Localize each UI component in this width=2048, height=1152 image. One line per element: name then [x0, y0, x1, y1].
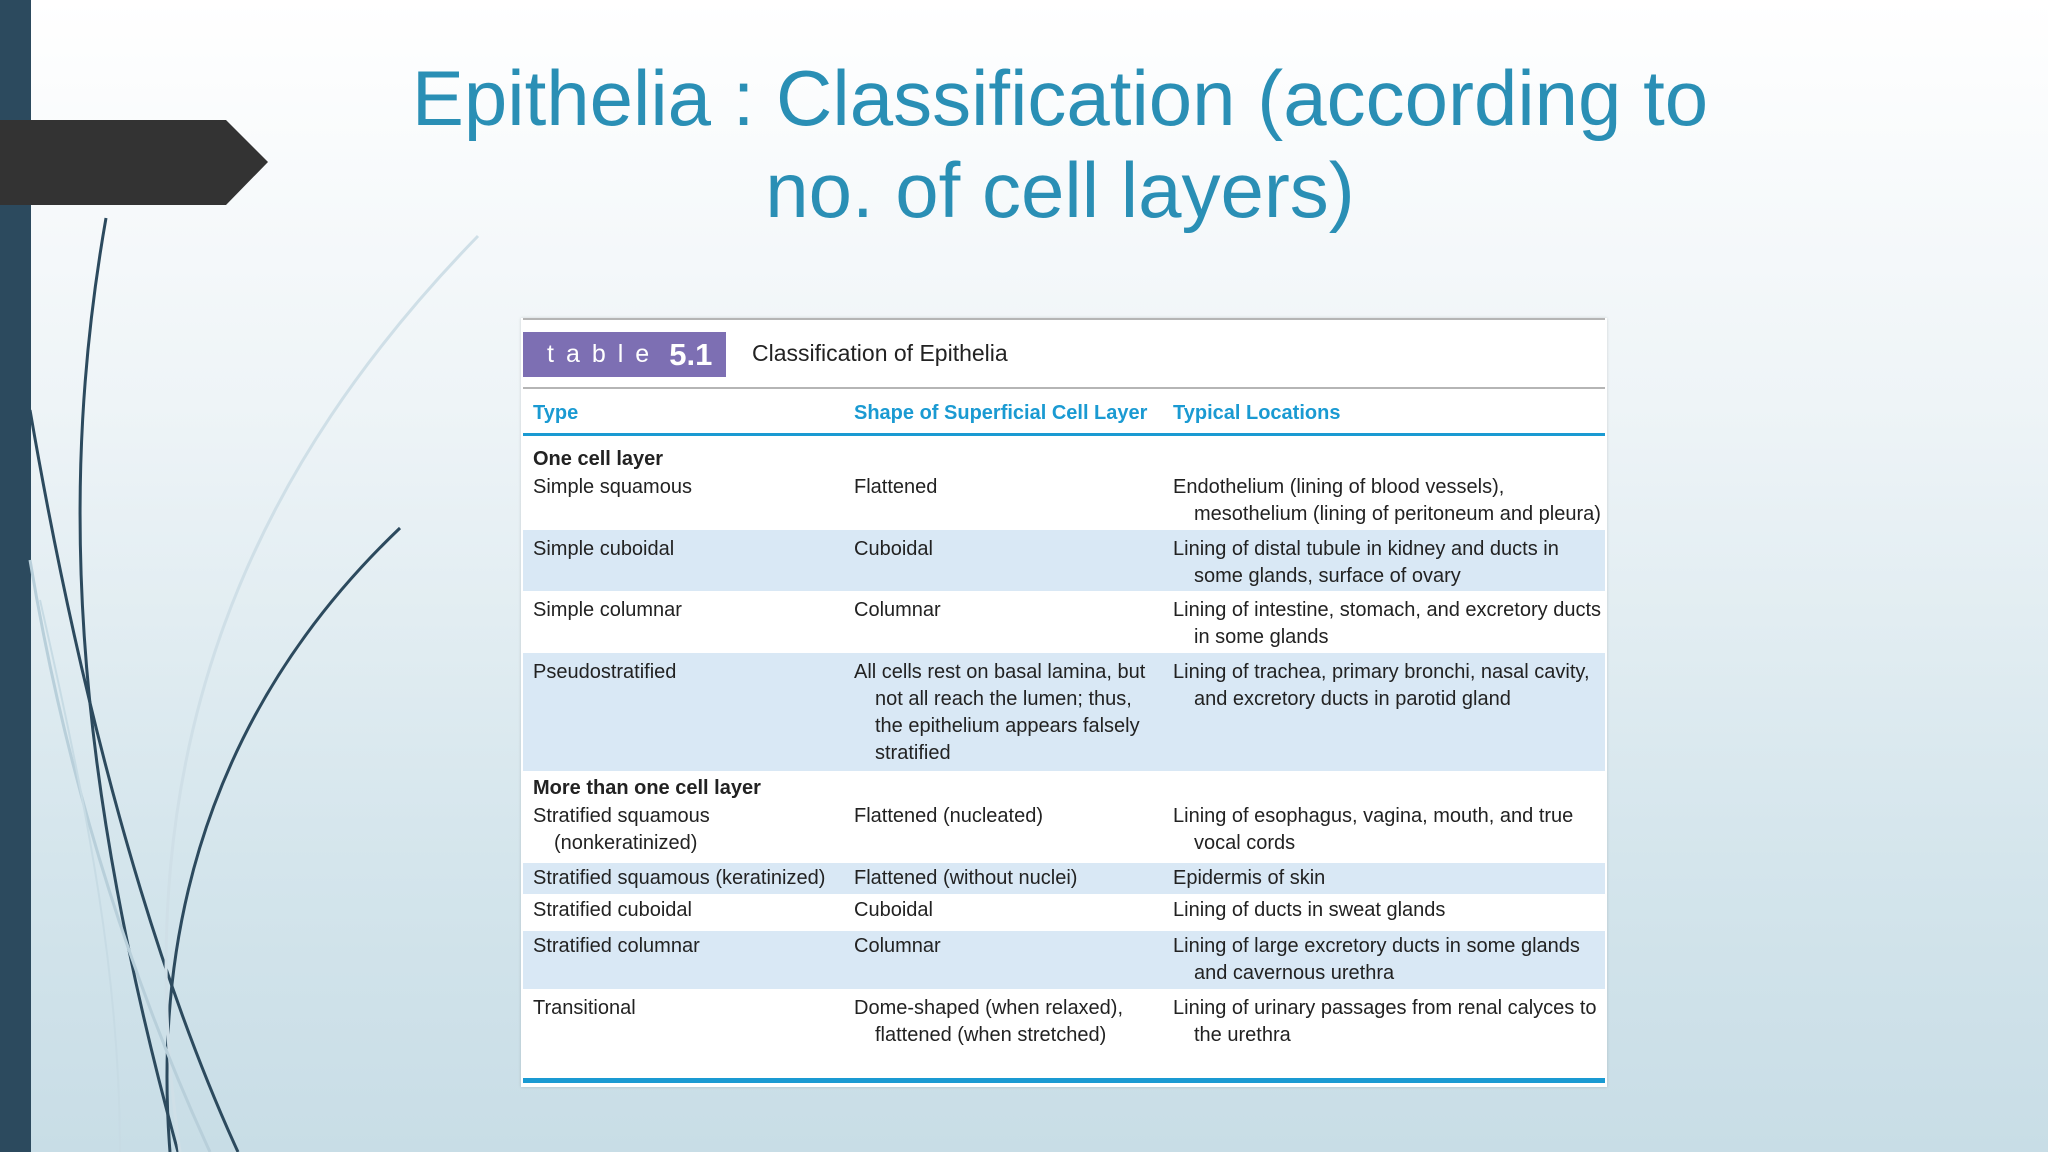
cell-locations: Lining of distal tubule in kidney and ducts in some glands, surface of ovary	[1173, 538, 1559, 587]
cell-shape: Columnar	[854, 935, 941, 957]
group-row-one-cell-layer	[523, 436, 1605, 468]
table-row	[523, 801, 1605, 863]
cell-type: Simple cuboidal	[533, 538, 675, 560]
table-row	[523, 468, 1605, 530]
table-badge-word: table	[547, 340, 662, 368]
cell-locations: Lining of esophagus, vagina, mouth, and true vocal cords	[1173, 805, 1574, 854]
cell-locations: Endothelium (lining of blood vessels), mesothelium (lining of peritoneum and pleura)	[1173, 476, 1601, 525]
cell-shape: Cuboidal	[854, 899, 933, 921]
cell-type: Pseudostratified	[533, 661, 677, 683]
cell-type: Stratified squamous (keratinized)	[533, 867, 826, 889]
table-row	[523, 931, 1605, 989]
table-row	[523, 653, 1605, 771]
epithelia-table-image	[521, 318, 1607, 1087]
cell-shape: Flattened (nucleated)	[854, 805, 1044, 827]
slide-title: Epithelia : Classification (according to no. of cell layers)	[411, 54, 1709, 234]
cell-shape: Cuboidal	[854, 538, 933, 560]
table-body	[523, 436, 1605, 1055]
cell-type: Simple squamous	[533, 476, 692, 498]
cell-shape: Flattened (without nuclei)	[854, 867, 1078, 889]
cell-type: Stratified columnar	[533, 935, 700, 957]
table-bottom-rule	[523, 1078, 1605, 1083]
group-row-more-than-one-cell-layer	[523, 771, 1605, 801]
table-row	[523, 591, 1605, 653]
cell-locations: Lining of urinary passages from renal calyces to the urethra	[1173, 997, 1597, 1046]
cell-type: Stratified squamous (nonkeratinized)	[533, 805, 710, 854]
table-badge-number: 5.1	[669, 336, 713, 372]
table-badge	[523, 332, 726, 377]
column-header-locations: Typical Locations	[1173, 402, 1341, 424]
column-header-type: Type	[533, 402, 579, 424]
table-row	[523, 989, 1605, 1055]
cell-shape: All cells rest on basal lamina, but not all reach the lumen; thus, the epithelium appears falsely stratified	[854, 661, 1146, 764]
cell-locations: Epidermis of skin	[1173, 867, 1326, 889]
table-top-rule	[523, 318, 1605, 320]
group-label: More than one cell layer	[533, 777, 761, 799]
arrow-tab-shape	[0, 120, 268, 205]
cell-locations: Lining of intestine, stomach, and excretory ducts in some glands	[1173, 599, 1602, 648]
cell-shape: Columnar	[854, 599, 941, 621]
table-row	[523, 894, 1605, 931]
cell-locations: Lining of ducts in sweat glands	[1173, 899, 1446, 921]
cell-shape: Dome-shaped (when relaxed), flattened (when stretched)	[854, 997, 1124, 1046]
table-caption: Classification of Epithelia	[752, 340, 1008, 366]
table-caption-rule	[523, 387, 1605, 389]
cell-locations: Lining of large excretory ducts in some glands and cavernous urethra	[1173, 935, 1580, 984]
cell-type: Simple columnar	[533, 599, 682, 621]
table-row	[523, 863, 1605, 894]
cell-type: Stratified cuboidal	[533, 899, 692, 921]
table-row	[523, 530, 1605, 591]
cell-shape: Flattened	[854, 476, 938, 498]
cell-type: Transitional	[533, 997, 636, 1019]
cell-locations: Lining of trachea, primary bronchi, nasal cavity, and excretory ducts in parotid gland	[1173, 661, 1590, 710]
group-label: One cell layer	[533, 448, 664, 470]
column-header-shape: Shape of Superficial Cell Layer	[854, 402, 1148, 424]
